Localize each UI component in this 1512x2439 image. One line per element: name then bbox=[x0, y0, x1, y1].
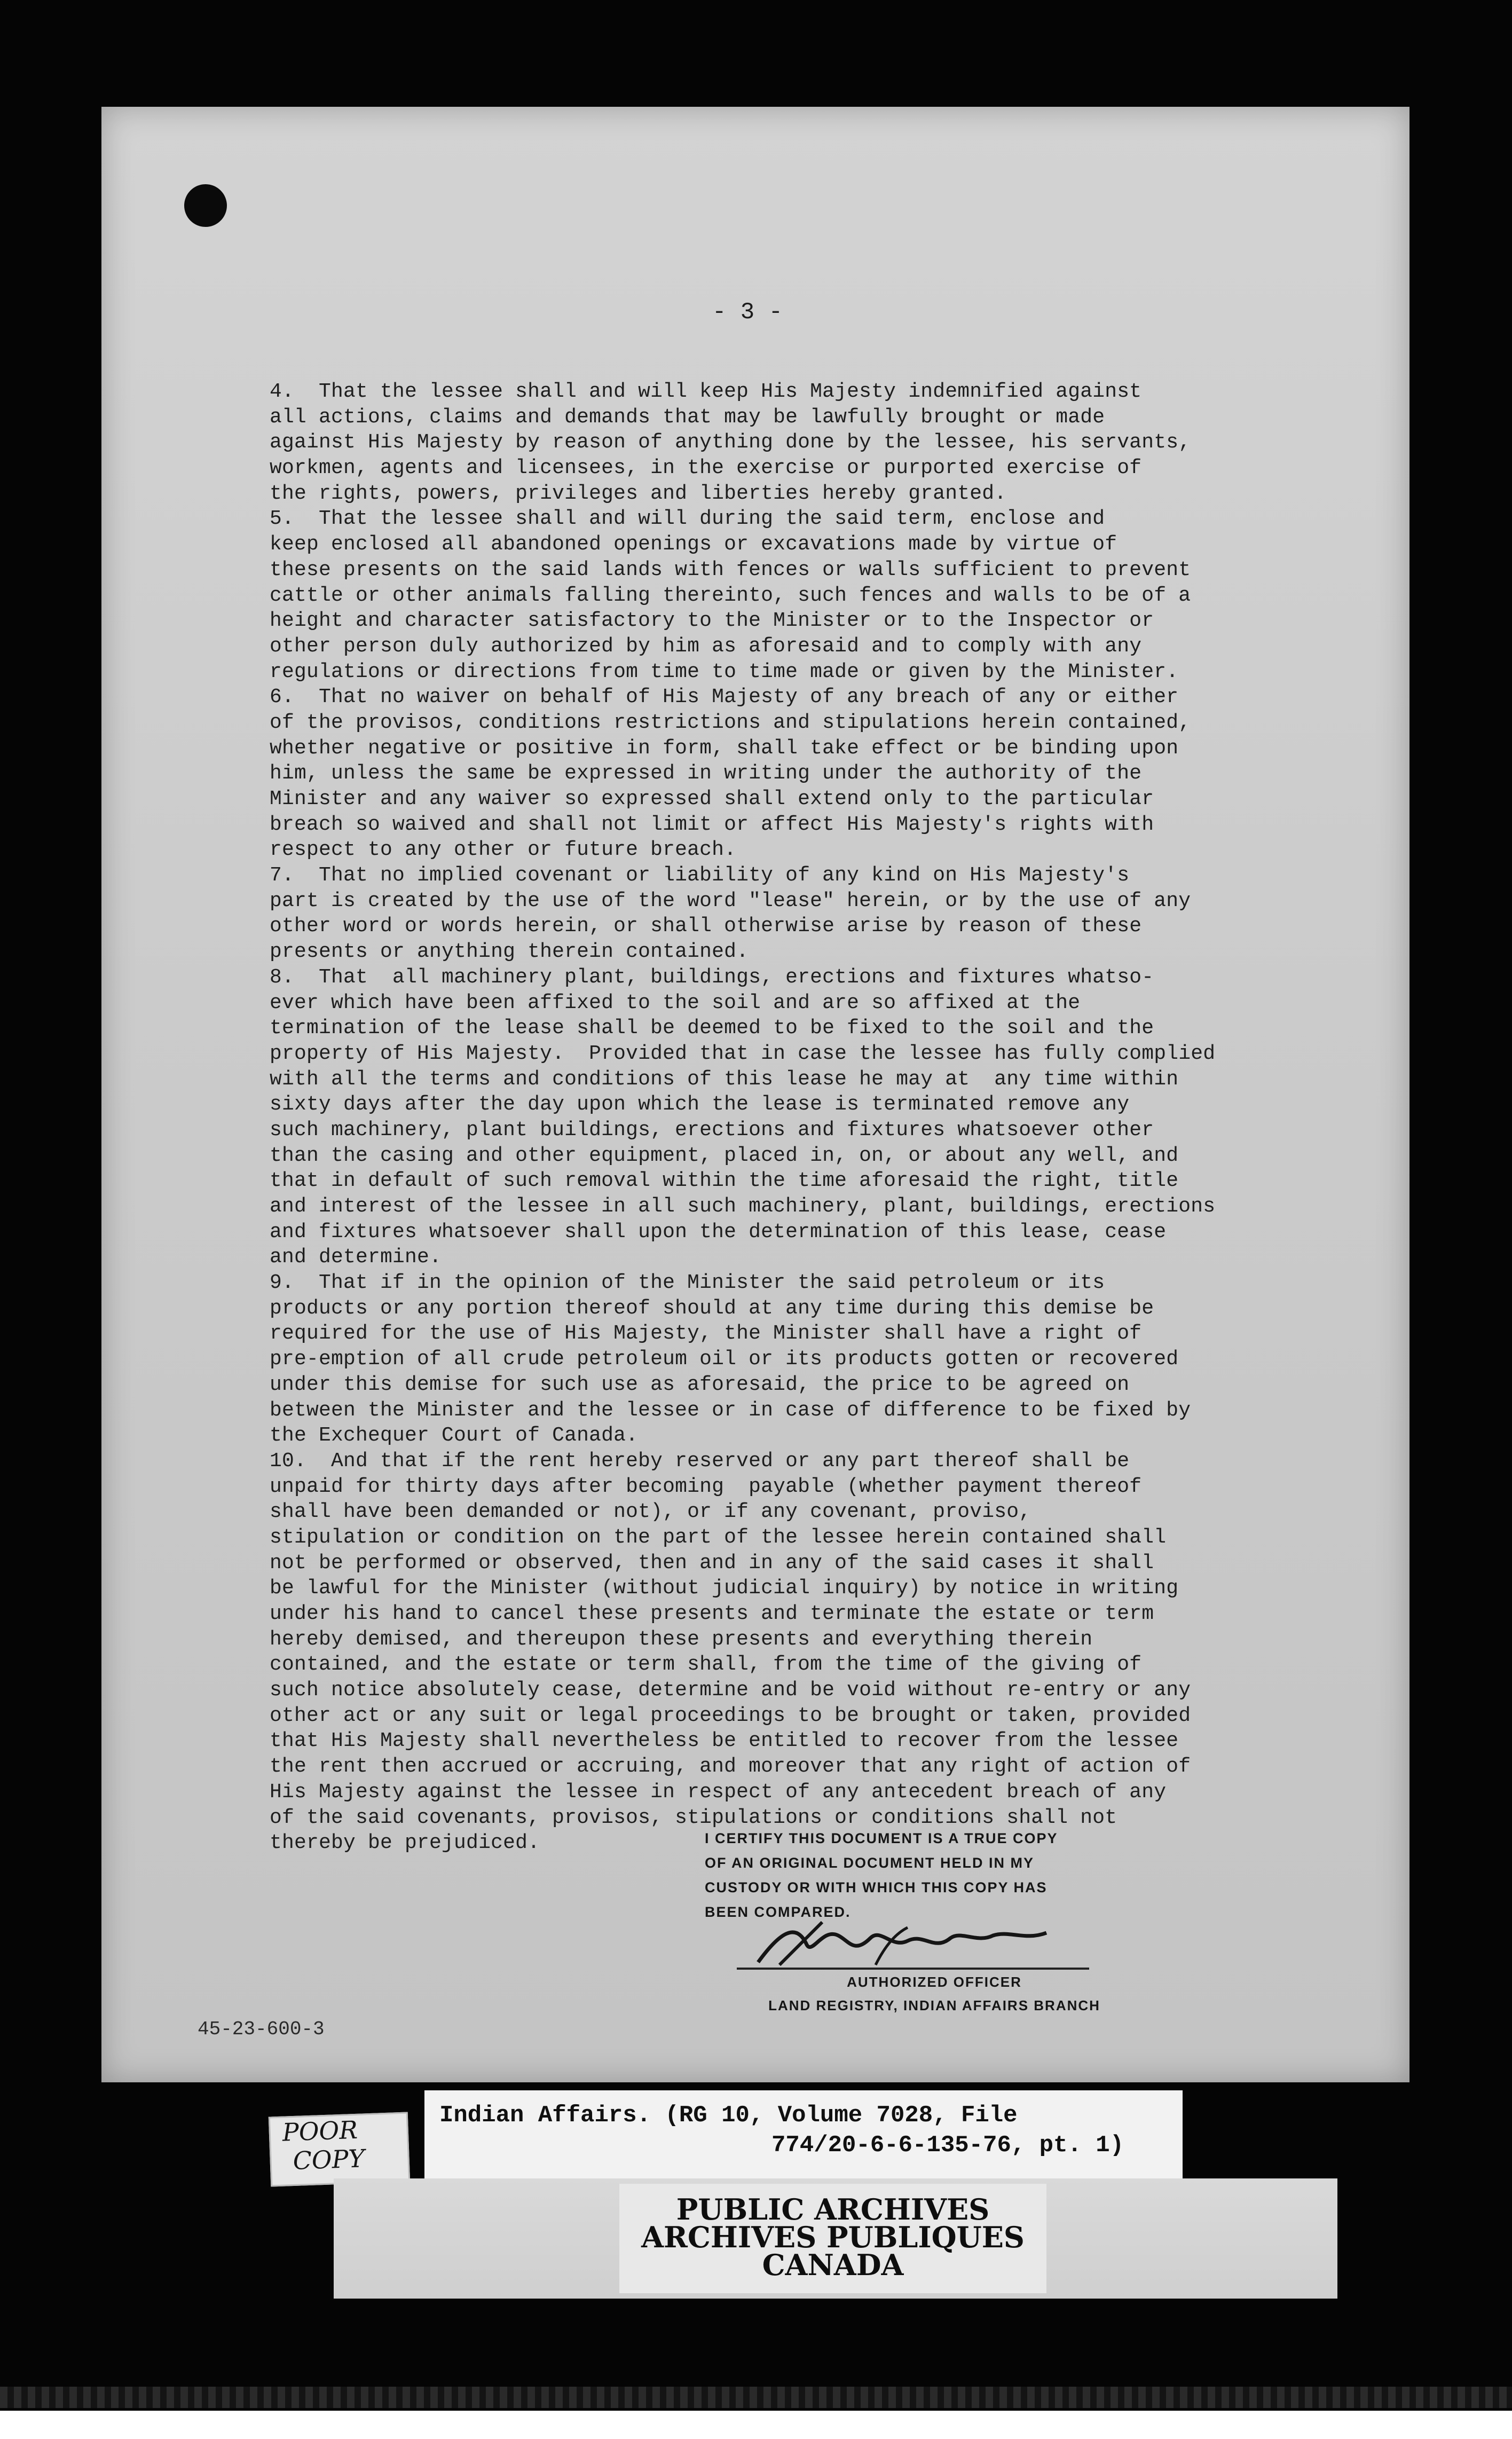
text-line: of the said covenants, provisos, stipulations or conditions shall not bbox=[270, 1806, 1117, 1829]
text-line: 6. That no waiver on behalf of His Majesty of any breach of any or either bbox=[270, 686, 1179, 709]
text-line: 9. That if in the opinion of the Minister the said petroleum or its bbox=[270, 1271, 1105, 1295]
public-archives-label bbox=[334, 2178, 1337, 2299]
text-line: than the casing and other equipment, placed in, on, or about any well, and bbox=[270, 1144, 1179, 1167]
text-line: workmen, agents and licensees, in the exercise or purported exercise of bbox=[270, 457, 1142, 480]
text-line: contained, and the estate or term shall, from the time of the giving of bbox=[270, 1653, 1142, 1677]
lease-clauses-text bbox=[270, 379, 1300, 1856]
text-line: pre-emption of all crude petroleum oil or its products gotten or recovered bbox=[270, 1348, 1179, 1371]
signature-line bbox=[737, 1968, 1089, 1970]
text-line: against His Majesty by reason of anything done by the lessee, his servants, bbox=[270, 431, 1191, 454]
archives-line: PUBLIC ARCHIVES bbox=[676, 2192, 990, 2226]
form-number: 45-23-600-3 bbox=[198, 2018, 325, 2040]
text-line: such machinery, plant buildings, erections and fixtures whatsoever other bbox=[270, 1118, 1154, 1142]
text-line: hereby demised, and thereupon these presents and everything therein bbox=[270, 1627, 1093, 1651]
text-line: the Exchequer Court of Canada. bbox=[270, 1424, 639, 1447]
stamp-line: OF AN ORIGINAL DOCUMENT HELD IN MY bbox=[705, 1855, 1034, 1871]
citation-line: Indian Affairs. (RG 10, Volume 7028, File bbox=[439, 2102, 1018, 2129]
punch-hole bbox=[184, 184, 227, 227]
text-line: 8. That all machinery plant, buildings, erections and fixtures whatso- bbox=[270, 965, 1154, 989]
text-line: be lawful for the Minister (without judicial inquiry) by notice in writing bbox=[270, 1577, 1179, 1600]
text-line: regulations or directions from time to time made or given by the Minister. bbox=[270, 660, 1179, 683]
text-line: presents or anything therein contained. bbox=[270, 940, 749, 964]
text-line: height and character satisfactory to the Minister or to the Inspector or bbox=[270, 609, 1154, 633]
archives-title-box bbox=[619, 2184, 1046, 2293]
text-line: 10. And that if the rent hereby reserved or any part thereof shall be bbox=[270, 1449, 1130, 1473]
text-line: 4. That the lessee shall and will keep His Majesty indemnified against bbox=[270, 380, 1142, 403]
archives-line: ARCHIVES PUBLIQUES bbox=[641, 2220, 1025, 2254]
text-line: thereby be prejudiced. bbox=[270, 1831, 540, 1855]
text-line: part is created by the use of the word "lease" herein, or by the use of any bbox=[270, 889, 1191, 912]
text-line: between the Minister and the lessee or in case of difference to be fixed by bbox=[270, 1398, 1191, 1422]
archives-title bbox=[619, 2192, 1046, 2282]
officer-title-block bbox=[710, 1970, 1159, 2017]
stamp-line: I CERTIFY THIS DOCUMENT IS A TRUE COPY bbox=[705, 1830, 1058, 1846]
text-line: these presents on the said lands with fences or walls sufficient to prevent bbox=[270, 558, 1191, 581]
citation-line: 774/20-6-6-135-76, pt. 1) bbox=[771, 2132, 1124, 2159]
text-line: Minister and any waiver so expressed shall extend only to the particular bbox=[270, 788, 1154, 811]
text-line: breach so waived and shall not limit or affect His Majesty's rights with bbox=[270, 813, 1154, 836]
text-line: termination of the lease shall be deemed to be fixed to the soil and the bbox=[270, 1017, 1154, 1040]
stamp-line: CUSTODY OR WITH WHICH THIS COPY HAS bbox=[705, 1879, 1048, 1895]
text-line: with all the terms and conditions of this lease he may at any time within bbox=[270, 1067, 1179, 1091]
archives-line: CANADA bbox=[762, 2248, 904, 2282]
text-line: other person duly authorized by him as aforesaid and to comply with any bbox=[270, 634, 1142, 658]
officer-signature bbox=[747, 1911, 1068, 1970]
stamp-line: BEEN COMPARED. bbox=[705, 1904, 851, 1920]
text-line: whether negative or positive in form, shall take effect or be binding upon bbox=[270, 736, 1179, 760]
text-line: ever which have been affixed to the soil and are so affixed at the bbox=[270, 991, 1081, 1014]
text-line: 7. That no implied covenant or liability of any kind on His Majesty's bbox=[270, 864, 1130, 887]
text-line: products or any portion thereof should at any time during this demise be bbox=[270, 1296, 1154, 1320]
film-base-margin bbox=[0, 2411, 1512, 2439]
officer-title: AUTHORIZED OFFICER bbox=[847, 1974, 1022, 1990]
poor-copy-line: POOR bbox=[281, 2115, 358, 2147]
text-line: sixty days after the day upon which the lease is terminated remove any bbox=[270, 1093, 1130, 1116]
text-line: stipulation or condition on the part of the lessee herein contained shall bbox=[270, 1525, 1167, 1549]
text-line: respect to any other or future breach. bbox=[270, 838, 737, 862]
text-line: the rights, powers, privileges and liberties hereby granted. bbox=[270, 482, 1007, 505]
text-line: of the provisos, conditions restrictions and stipulations herein contained, bbox=[270, 711, 1191, 734]
text-line: that in default of such removal within the time aforesaid the right, title bbox=[270, 1169, 1179, 1193]
archival-citation-label bbox=[424, 2090, 1183, 2178]
text-line: cattle or other animals falling thereinto, such fences and walls to be of a bbox=[270, 584, 1191, 607]
poor-copy-line: COPY bbox=[292, 2144, 365, 2176]
text-line: 5. That the lessee shall and will during the said term, enclose and bbox=[270, 507, 1105, 531]
text-line: under his hand to cancel these presents and terminate the estate or term bbox=[270, 1602, 1154, 1625]
text-line: other word or words herein, or shall otherwise arise by reason of these bbox=[270, 915, 1142, 938]
text-line: shall have been demanded or not), or if any covenant, proviso, bbox=[270, 1500, 1031, 1524]
text-line: all actions, claims and demands that may be lawfully brought or made bbox=[270, 405, 1105, 429]
text-line: such notice absolutely cease, determine and be void without re-entry or any bbox=[270, 1679, 1191, 1702]
text-line: property of His Majesty. Provided that in case the lessee has fully complied bbox=[270, 1042, 1216, 1065]
text-line: His Majesty against the lessee in respect of any antecedent breach of any bbox=[270, 1780, 1167, 1804]
text-line: the rent then accrued or accruing, and moreover that any right of action of bbox=[270, 1755, 1191, 1779]
text-line: that His Majesty shall nevertheless be entitled to recover from the lessee bbox=[270, 1729, 1179, 1753]
poor-copy-note bbox=[269, 2112, 410, 2186]
text-line: and interest of the lessee in all such machinery, plant, buildings, erections bbox=[270, 1195, 1216, 1218]
text-line: under this demise for such use as aforesaid, the price to be agreed on bbox=[270, 1373, 1130, 1396]
text-line: required for the use of His Majesty, the Minister shall have a right of bbox=[270, 1322, 1142, 1346]
page-number: - 3 - bbox=[712, 299, 783, 326]
text-line: and fixtures whatsoever shall upon the determination of this lease, cease bbox=[270, 1220, 1167, 1244]
film-edge-strip bbox=[0, 2387, 1512, 2408]
text-line: not be performed or observed, then and in any of the said cases it shall bbox=[270, 1551, 1154, 1575]
text-line: unpaid for thirty days after becoming payable (whether payment thereof bbox=[270, 1475, 1142, 1498]
branch-name: LAND REGISTRY, INDIAN AFFAIRS BRANCH bbox=[768, 1997, 1100, 2013]
certification-stamp bbox=[705, 1826, 1185, 1924]
text-line: other act or any suit or legal proceedings to be brought or taken, provided bbox=[270, 1704, 1191, 1727]
text-line: and determine. bbox=[270, 1246, 442, 1269]
text-line: keep enclosed all abandoned openings or excavations made by virtue of bbox=[270, 533, 1117, 556]
text-line: him, unless the same be expressed in writing under the authority of the bbox=[270, 762, 1142, 785]
